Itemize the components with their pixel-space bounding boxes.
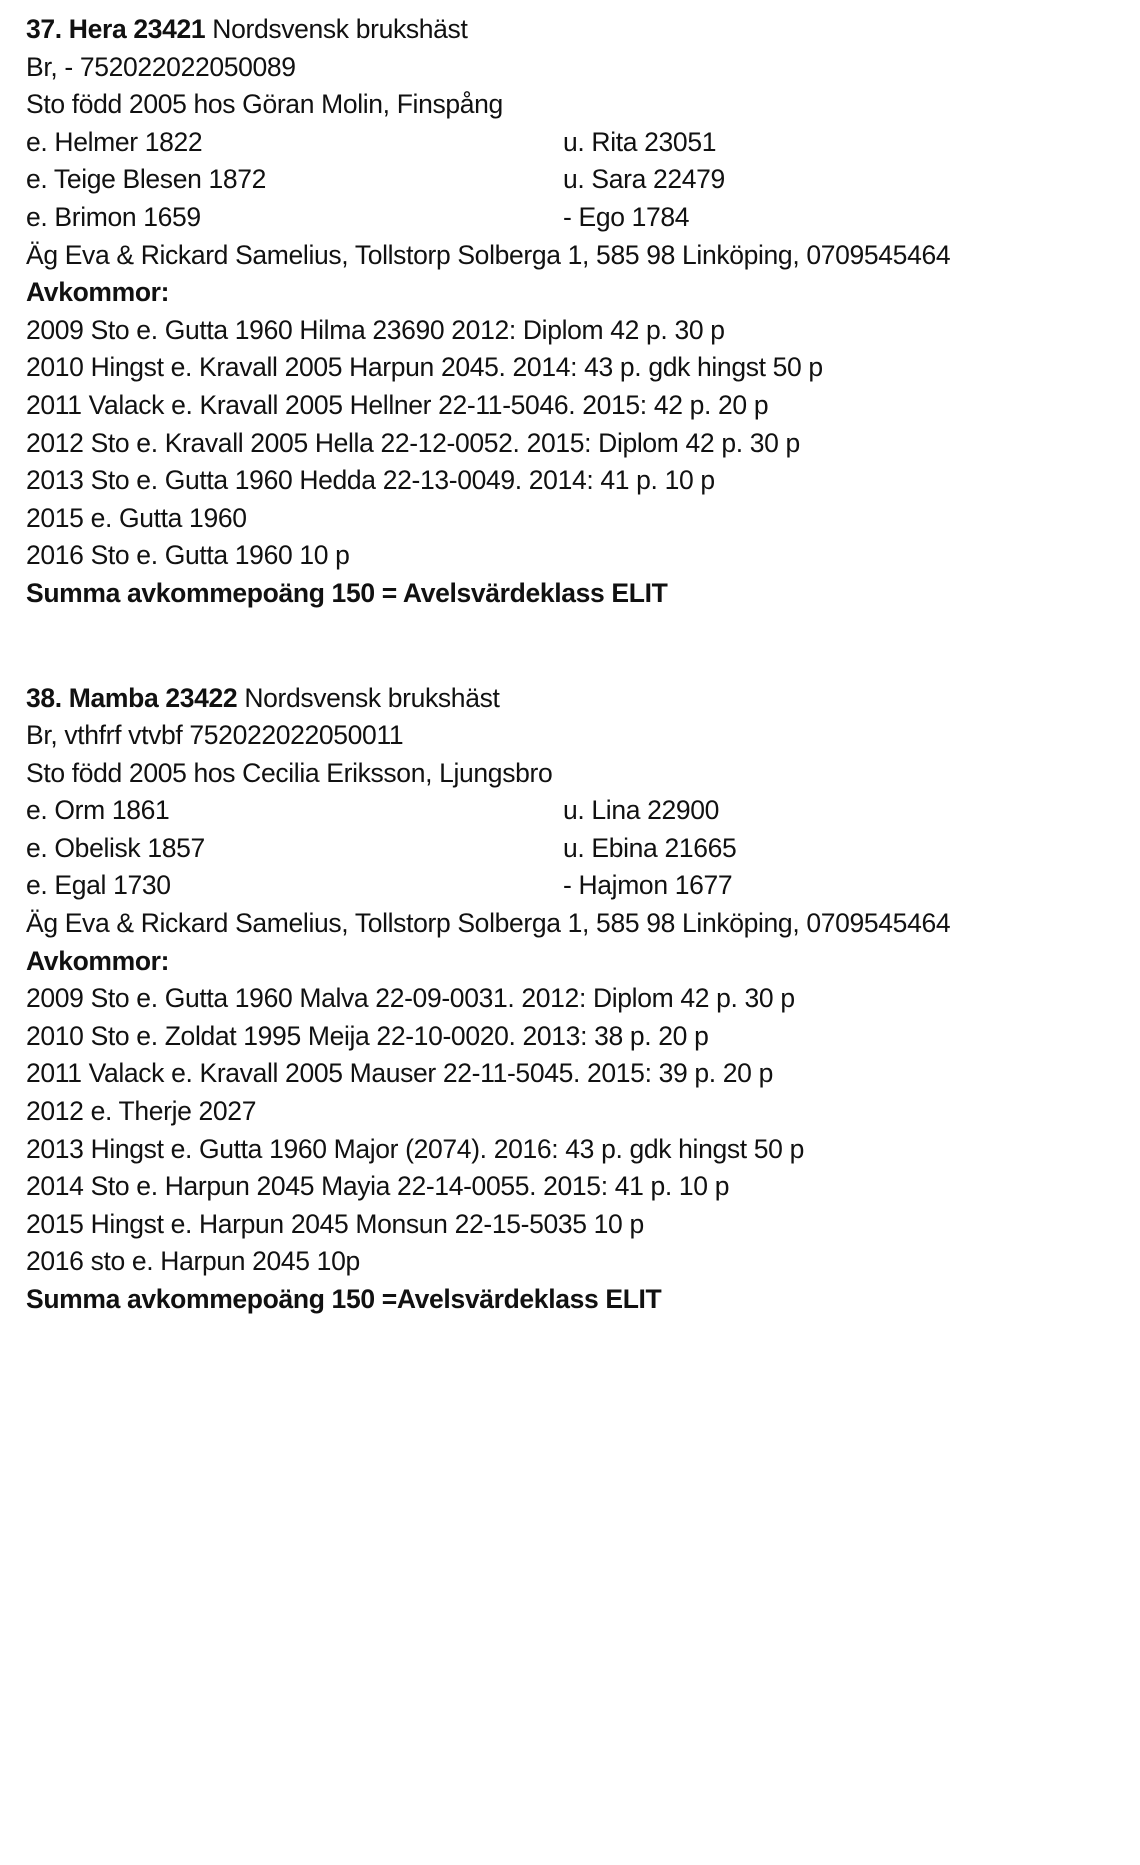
summary-line: Summa avkommepoäng 150 =Avelsvärdeklass ELIT [26, 1284, 662, 1314]
pedigree-sire: e. Orm 1861 [26, 795, 170, 826]
pedigree-row [26, 867, 1126, 905]
pedigree-sire: e. Egal 1730 [26, 870, 171, 901]
offspring-item: 2009 Sto e. Gutta 1960 Hilma 23690 2012: Diplom 42 p. 30 p [26, 314, 725, 345]
offspring-item: 2009 Sto e. Gutta 1960 Malva 22-09-0031. 2012: Diplom 42 p. 30 p [26, 983, 795, 1014]
pedigree-sire: e. Teige Blesen 1872 [26, 164, 267, 195]
offspring-item: 2015 e. Gutta 1960 [26, 502, 247, 533]
offspring-item: 2013 Hingst e. Gutta 1960 Major (2074). 2016: 43 p. gdk hingst 50 p [26, 1133, 804, 1164]
offspring-item: 2014 Sto e. Harpun 2045 Mayia 22-14-0055. 2015: 41 p. 10 p [26, 1171, 730, 1202]
entry-heading [26, 680, 1126, 718]
pedigree-dam: - Hajmon 1677 [563, 870, 733, 901]
pedigree-row [26, 161, 1126, 199]
summary-line: Summa avkommepoäng 150 = Avelsvärdeklass ELIT [26, 577, 668, 608]
offspring-item: 2012 Sto e. Kravall 2005 Hella 22-12-0052. 2015: Diplom 42 p. 30 p [26, 427, 800, 458]
offspring-item: 2011 Valack e. Kravall 2005 Hellner 22-11-5046. 2015: 42 p. 20 p [26, 389, 769, 420]
horse-number-name: 38. Mamba 23422 [26, 682, 238, 713]
birth-line: Sto född 2005 hos Cecilia Eriksson, Ljungsbro [26, 757, 553, 788]
horse-breed: Nordsvensk brukshäst [205, 14, 468, 44]
offspring-item: 2012 e. Therje 2027 [26, 1096, 257, 1127]
registration-line: Br, - 752022022050089 [26, 51, 296, 82]
registration-line: Br, vthfrf vtvbf 752022022050011 [26, 720, 404, 751]
offspring-item: 2016 Sto e. Gutta 1960 10 p [26, 540, 350, 571]
pedigree-row [26, 792, 1126, 830]
offspring-item: 2011 Valack e. Kravall 2005 Mauser 22-11-5045. 2015: 39 p. 20 p [26, 1058, 773, 1089]
offspring-item: 2010 Hingst e. Kravall 2005 Harpun 2045. 2014: 43 p. gdk hingst 50 p [26, 352, 823, 383]
pedigree-dam: u. Sara 22479 [563, 164, 725, 195]
pedigree-dam: u. Lina 22900 [563, 795, 720, 826]
pedigree-dam: u. Rita 23051 [563, 126, 717, 157]
owner-line: Äg Eva & Rickard Samelius, Tollstorp Solberga 1, 585 98 Linköping, 0709545464 [26, 908, 951, 939]
pedigree-sire: e. Helmer 1822 [26, 126, 203, 157]
entry-heading [26, 11, 1126, 49]
horse-breed: Nordsvensk brukshäst [237, 682, 500, 713]
pedigree-dam: - Ego 1784 [563, 201, 690, 232]
document-page [26, 11, 1126, 1319]
offspring-item: 2010 Sto e. Zoldat 1995 Meija 22-10-0020. 2013: 38 p. 20 p [26, 1020, 709, 1051]
offspring-heading: Avkommor: [26, 945, 170, 976]
offspring-item: 2016 sto e. Harpun 2045 10p [26, 1246, 360, 1277]
pedigree-row [26, 830, 1126, 868]
offspring-item: 2013 Sto e. Gutta 1960 Hedda 22-13-0049. 2014: 41 p. 10 p [26, 465, 715, 496]
pedigree-sire: e. Brimon 1659 [26, 201, 201, 232]
birth-line: Sto född 2005 hos Göran Molin, Finspång [26, 89, 503, 120]
horse-entry-37 [26, 11, 1126, 613]
horse-entry-38 [26, 680, 1126, 1319]
pedigree-dam: u. Ebina 21665 [563, 832, 737, 863]
pedigree-sire: e. Obelisk 1857 [26, 832, 205, 863]
offspring-heading: Avkommor: [26, 277, 170, 308]
offspring-item: 2015 Hingst e. Harpun 2045 Monsun 22-15-5035 10 p [26, 1208, 644, 1239]
horse-number-name: 37. Hera 23421 [26, 14, 206, 44]
pedigree-row [26, 199, 1126, 237]
pedigree-row [26, 124, 1126, 162]
owner-line: Äg Eva & Rickard Samelius, Tollstorp Solberga 1, 585 98 Linköping, 0709545464 [26, 239, 951, 270]
